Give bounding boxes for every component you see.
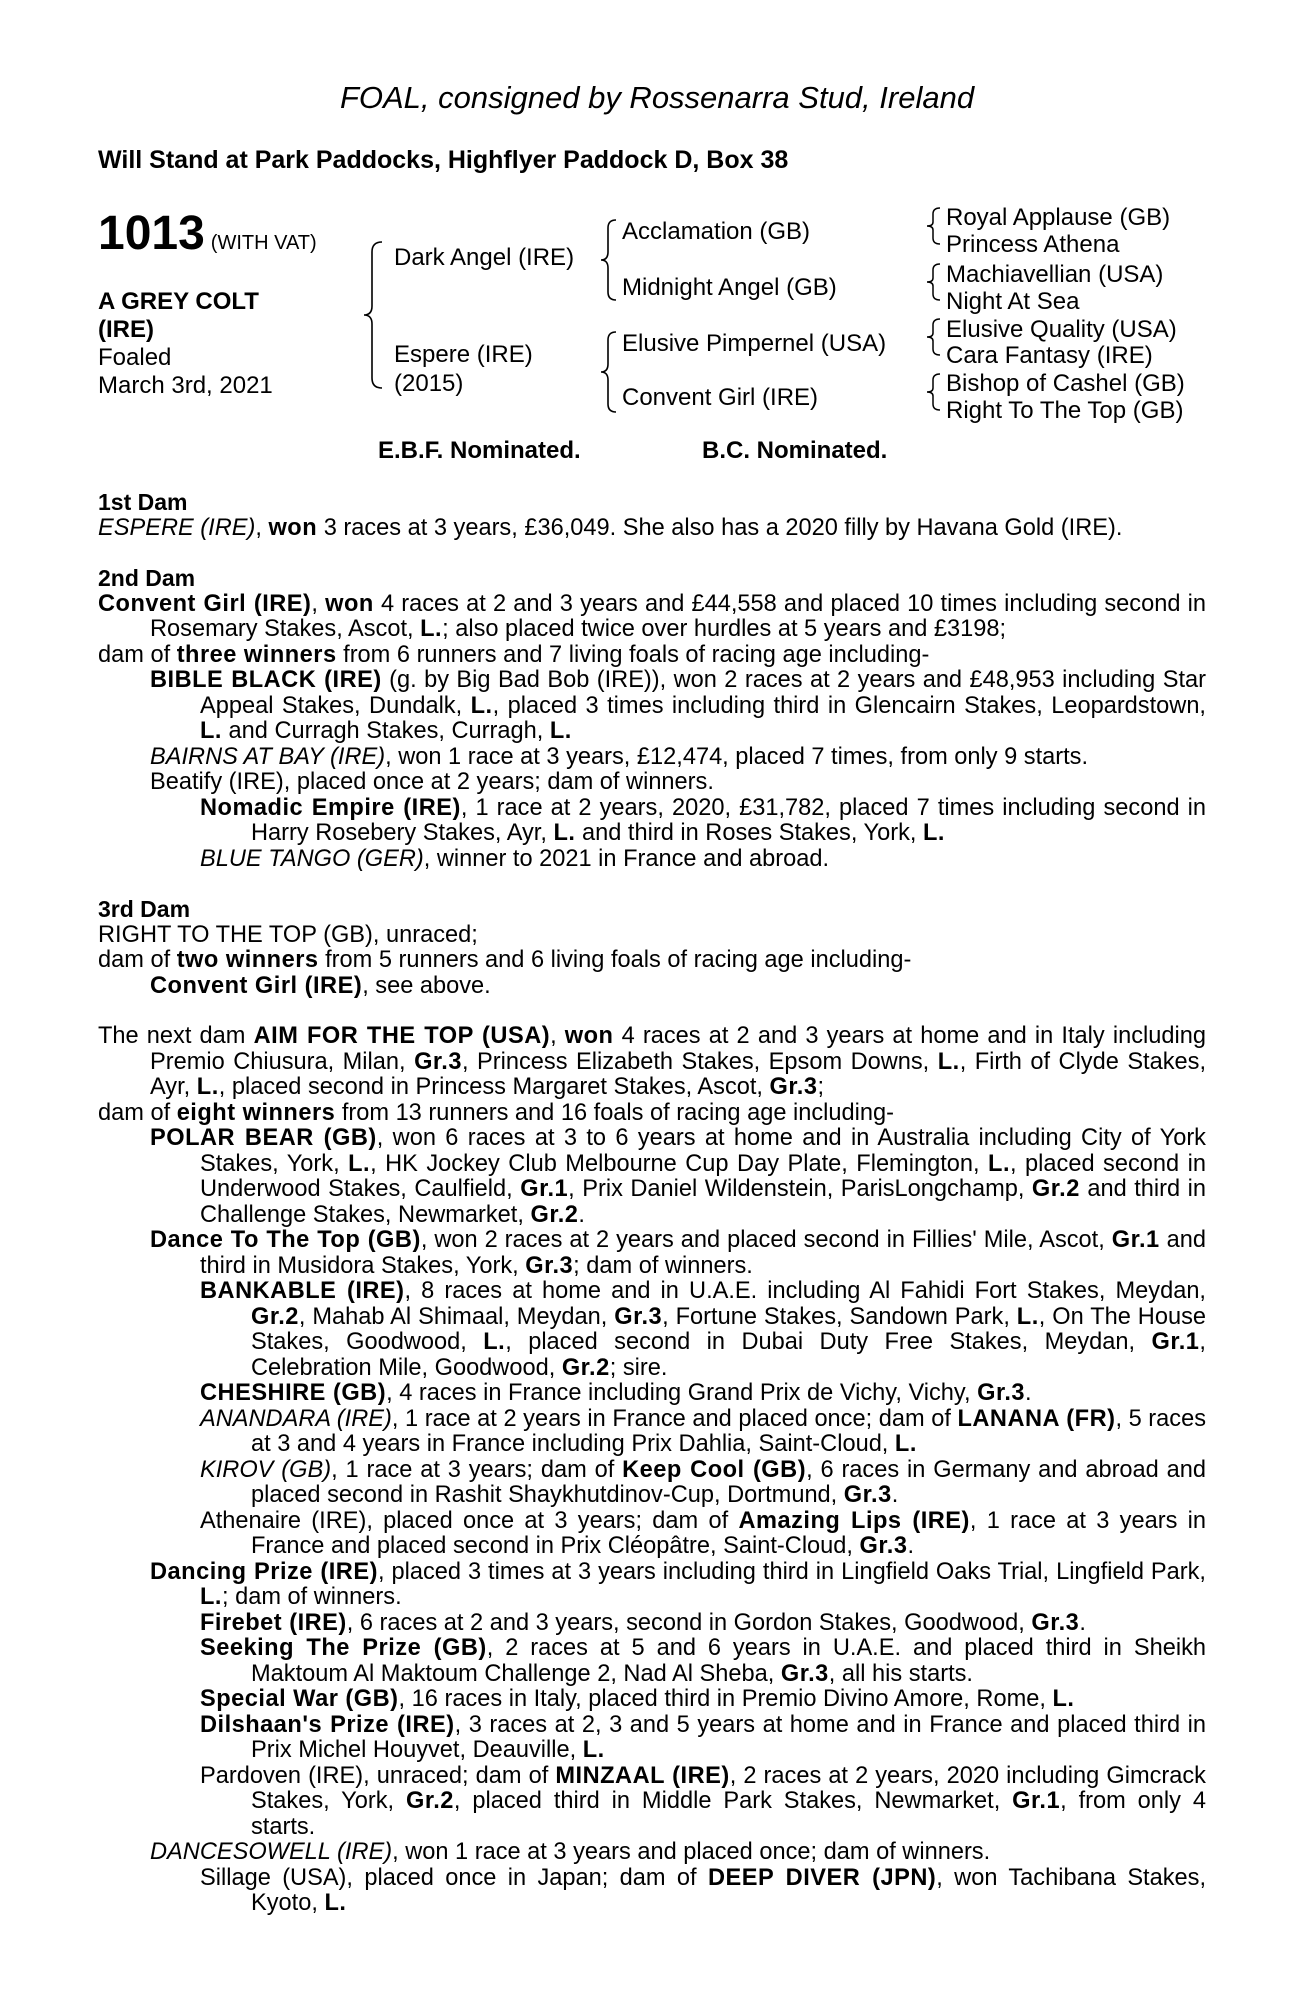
produce-entry: Pardoven (IRE), unraced; dam of MINZAAL (IRE), 2 races at 2 years, 2020 including Gimcrack Stakes, York, Gr.2, placed third in Middle Park Stakes, Newmarket, Gr.1, from only 4 starts.	[200, 1762, 1206, 1840]
pedigree-sss: Royal Applause (GB)	[946, 204, 1171, 231]
foaling-date: March 3rd, 2021	[98, 372, 273, 399]
first-dam-heading: 1st Dam	[98, 489, 188, 515]
produce-entry: Sillage (USA), placed once in Japan; dam of DEEP DIVER (JPN), won Tachibana Stakes, Kyoto, L.	[200, 1864, 1206, 1916]
pedigree-sire-dam: Midnight Angel (GB)	[622, 274, 837, 301]
horse-country: (IRE)	[98, 316, 154, 343]
produce-entry: Dilshaan's Prize (IRE), 3 races at 2, 3 and 5 years at home and in France and placed third in Prix Michel Houyvet, Deauville, L.	[200, 1711, 1206, 1763]
produce-entry: KIROV (GB), 1 race at 3 years; dam of Keep Cool (GB), 6 races in Germany and abroad and placed second in Rashit Shaykhutdinov-Cup, Dortmund, Gr.3.	[200, 1456, 1207, 1508]
produce-entry: Beatify (IRE), placed once at 2 years; dam of winners.	[150, 769, 714, 795]
pedigree-sds: Machiavellian (USA)	[946, 261, 1164, 288]
produce-entry: Nomadic Empire (IRE), 1 race at 2 years, 2020, £31,782, placed 7 times including second in Harry Rosebery Stakes, Ayr, L. and third in Roses Stakes, York, L.	[200, 794, 1207, 846]
bc-nomination: B.C. Nominated.	[702, 437, 888, 464]
produce-entry: Special War (GB), 16 races in Italy, placed third in Premio Divino Amore, Rome, L.	[200, 1686, 1075, 1712]
foaled-label: Foaled	[98, 344, 172, 371]
second-dam-record: Convent Girl (IRE), won 4 races at 2 and 3 years and £44,558 and placed 10 times including second in Rosemary Stakes, Ascot, L.; also placed twice over hurdles at 5 years and £3198;	[98, 590, 1206, 642]
pedigree-brace-ds	[926, 317, 942, 357]
horse-description	[98, 288, 273, 400]
pedigree-dam-dam: Convent Girl (IRE)	[622, 384, 819, 411]
produce-entry: BANKABLE (IRE), 8 races at home and in U.A.E. including Al Fahidi Fort Stakes, Meydan, Gr.2, Mahab Al Shimaal, Meydan, Gr.3, Fortune Stakes, Sandown Park, L., On The House Stakes, Goodwood, L., placed second in Dubai Duty Free Stakes, Meydan, Gr.1, Celebration Mile, Goodwood, Gr.2; sire.	[200, 1278, 1207, 1381]
pedigree-sdd: Night At Sea	[946, 288, 1080, 315]
produce-entry: Firebet (IRE), 6 races at 2 and 3 years, second in Gordon Stakes, Goodwood, Gr.3.	[200, 1609, 1086, 1636]
next-dam-produce: dam of eight winners from 13 runners and 16 foals of racing age including-	[98, 1099, 894, 1126]
pedigree-brace-main	[364, 240, 384, 390]
pedigree-sire-sire: Acclamation (GB)	[622, 218, 811, 245]
produce-entry: DANCESOWELL (IRE), won 1 race at 3 years and placed once; dam of winners.	[150, 1839, 991, 1865]
produce-entry: Dancing Prize (IRE), placed 3 times at 3 years including third in Lingfield Oaks Trial, Lingfield Park, L.; dam of winners.	[150, 1558, 1206, 1610]
pedigree-brace-sd	[926, 262, 942, 302]
lot-number-block	[98, 206, 317, 261]
produce-entry: BIBLE BLACK (IRE) (g. by Big Bad Bob (IRE)), won 2 races at 2 years and £48,953 including Star Appeal Stakes, Dundalk, L., placed 3 times including third in Glencairn Stakes, Leopardstown, L. and Curragh Stakes, Curragh, L.	[150, 667, 1206, 744]
vat-note: (WITH VAT)	[210, 232, 317, 254]
won-word: won	[268, 514, 318, 541]
pedigree-dsd: Cara Fantasy (IRE)	[946, 342, 1153, 369]
pedigree-ddd: Right To The Top (GB)	[946, 397, 1184, 424]
produce-entry: Convent Girl (IRE), see above.	[150, 972, 491, 999]
produce-entry: Dance To The Top (GB), won 2 races at 2 years and placed second in Fillies' Mile, Ascot, Gr.1 and third in Musidora Stakes, York, Gr.3; dam of winners.	[150, 1227, 1206, 1279]
third-dam-produce: dam of two winners from 5 runners and 6 living foals of racing age including-	[98, 947, 912, 973]
produce-entry: BAIRNS AT BAY (IRE), won 1 race at 3 years, £12,474, placed 7 times, from only 9 starts.	[150, 743, 1089, 770]
third-dam-heading: 3rd Dam	[98, 896, 191, 922]
first-dam-text: ESPERE (IRE), won 3 races at 3 years, £36,049. She also has a 2020 filly by Havana Gold (IRE).	[98, 514, 1123, 541]
dam-name: ESPERE (IRE)	[98, 514, 256, 541]
pedigree-sire: Dark Angel (IRE)	[394, 244, 575, 271]
third-dam-record: RIGHT TO THE TOP (GB), unraced;	[98, 921, 478, 948]
second-dam-produce: dam of three winners from 6 runners and 7 living foals of racing age including-	[98, 641, 930, 668]
pedigree-dam-sire: Elusive Pimpernel (USA)	[622, 330, 887, 357]
pedigree-dss: Elusive Quality (USA)	[946, 316, 1177, 343]
next-dam-record: The next dam AIM FOR THE TOP (USA), won 4 races at 2 and 3 years at home and in Italy including Premio Chiusura, Milan, Gr.3, Princess Elizabeth Stakes, Epsom Downs, L., Firth of Clyde Stakes, Ayr, L., placed second in Princess Margaret Stakes, Ascot, Gr.3;	[98, 1023, 1207, 1100]
catalogue-body	[98, 490, 1206, 1917]
pedigree-dam-year: (2015)	[394, 370, 464, 397]
pedigree-dam: Espere (IRE)	[394, 341, 533, 368]
second-dam-heading: 2nd Dam	[98, 565, 196, 591]
produce-entry: CHESHIRE (GB), 4 races in France including Grand Prix de Vichy, Vichy, Gr.3.	[200, 1380, 1032, 1406]
pedigree-ssd: Princess Athena	[946, 231, 1120, 258]
pedigree-brace-ss	[926, 206, 942, 246]
ebf-nomination: E.B.F. Nominated.	[378, 437, 581, 464]
produce-entry: Seeking The Prize (GB), 2 races at 5 and 6 years in U.A.E. and placed third in Sheikh Maktoum Al Maktoum Challenge 2, Nad Al Sheba, Gr.3, all his starts.	[200, 1635, 1206, 1687]
pedigree-brace-sire	[600, 218, 618, 302]
pedigree-brace-dam	[600, 330, 618, 414]
pedigree-dds: Bishop of Cashel (GB)	[946, 370, 1185, 397]
produce-entry: BLUE TANGO (GER), winner to 2021 in France and abroad.	[200, 845, 830, 872]
lot-number: 1013	[98, 207, 205, 260]
produce-entry: ANANDARA (IRE), 1 race at 2 years in France and placed once; dam of LANANA (FR), 5 races at 3 and 4 years in France including Prix Dahlia, Saint-Cloud, L.	[200, 1405, 1207, 1457]
pedigree-brace-dd	[926, 372, 942, 412]
catalogue-header: FOAL, consigned by Rossenarra Stud, Ireland	[339, 80, 975, 115]
horse-sex-colour: A GREY COLT	[98, 288, 259, 315]
stand-location: Will Stand at Park Paddocks, Highflyer Paddock D, Box 38	[98, 146, 789, 174]
produce-entry: Athenaire (IRE), placed once at 3 years; dam of Amazing Lips (IRE), 1 race at 3 years in France and placed second in Prix Cléopâtre, Saint-Cloud, Gr.3.	[200, 1507, 1207, 1559]
produce-entry: POLAR BEAR (GB), won 6 races at 3 to 6 years at home and in Australia including City of York Stakes, York, L., HK Jockey Club Melbourne Cup Day Plate, Flemington, L., placed second in Underwood Stakes, Caulfield, Gr.1, Prix Daniel Wildenstein, ParisLongchamp, Gr.2 and third in Challenge Stakes, Newmarket, Gr.2.	[150, 1125, 1206, 1228]
